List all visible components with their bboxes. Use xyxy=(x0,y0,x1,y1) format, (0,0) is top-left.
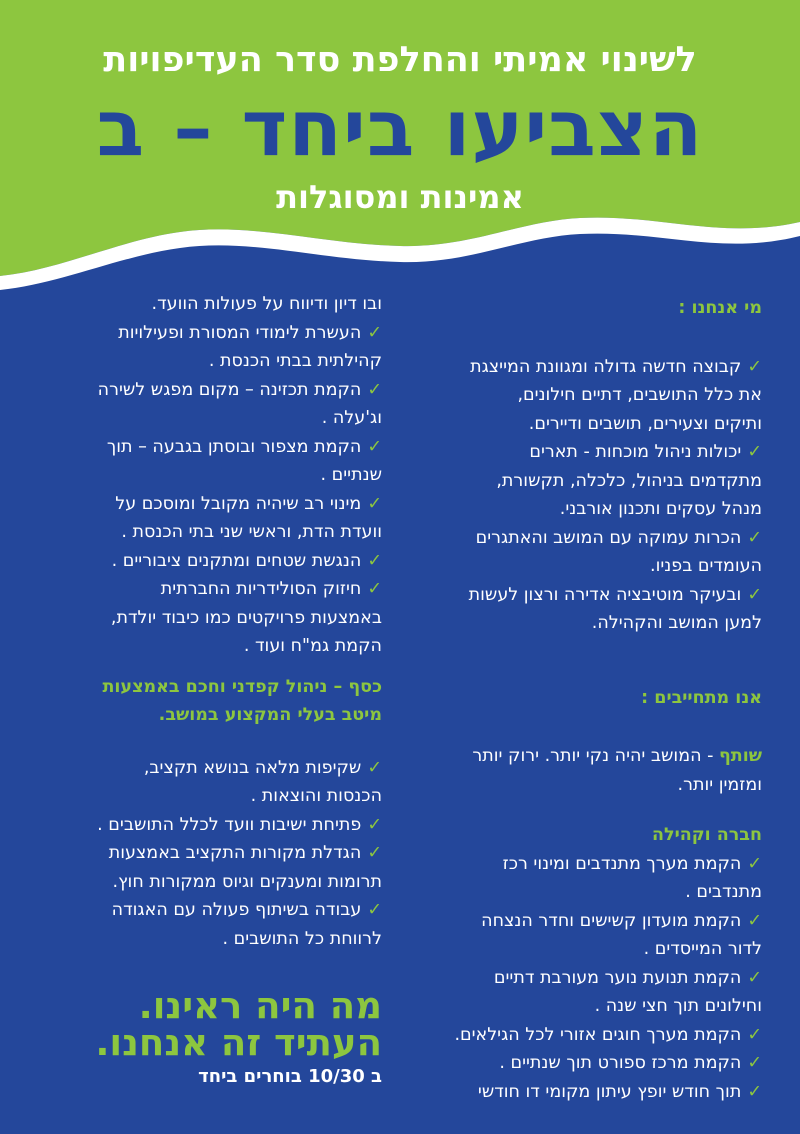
check-icon: ✓ xyxy=(367,843,382,863)
list-item-line xyxy=(32,461,382,490)
list-item-line xyxy=(32,632,382,661)
money-heading: כסף – ניהול קפדני וחכם באמצעות xyxy=(102,676,382,697)
list-item-text: וחילונים תוך חצי שנה . xyxy=(594,996,762,1016)
list-item-text: ובעיקר מוטיבציה אדירה ורצון לעשות xyxy=(468,584,742,605)
list-item xyxy=(32,547,382,576)
list-item xyxy=(422,524,762,581)
list-item-text: קהילתית בבתי הכנסת . xyxy=(208,351,382,371)
list-item-text: הקמת מערך חוגים אזורי לכל הגילאים. xyxy=(454,1024,742,1045)
list-item-line xyxy=(422,381,762,410)
list-item-text: מתקדמים בניהול, כלכלה, תקשורת, xyxy=(496,470,762,491)
money-list xyxy=(32,754,382,954)
check-icon: ✓ xyxy=(747,853,762,874)
check-icon: ✓ xyxy=(367,379,382,400)
list-item-text: מינוי רב שיהיה מקובל ומוסכם על xyxy=(115,493,362,514)
who-heading: מי אנחנו : xyxy=(678,298,762,318)
list-item-text: הקמת תנועת נוער מעורבת דתיים xyxy=(493,967,742,988)
list-item xyxy=(422,964,762,1021)
intro-line: ובו דיון ודיווח על פעולות הוועד. xyxy=(151,294,382,314)
list-item-text: לדור המייסדים . xyxy=(643,939,762,959)
list-item-line xyxy=(32,811,382,840)
list-item-line xyxy=(32,896,382,925)
list-item-line xyxy=(422,992,762,1021)
list-item-text: קבוצה חדשה גדולה ומגוונת המייצגת xyxy=(470,356,742,377)
list-item xyxy=(422,850,762,907)
list-item-line xyxy=(422,907,762,936)
list-item-text: הקמת תכזינה – מקום מפגש לשירה xyxy=(97,379,362,400)
list-item-line xyxy=(422,581,762,610)
list-item xyxy=(32,754,382,811)
subtitle: אמינות ומסוגלות xyxy=(276,178,524,216)
list-item-line xyxy=(32,868,382,897)
who-list xyxy=(422,353,762,638)
check-icon: ✓ xyxy=(747,1081,762,1102)
partner-line-2: ומזמין יותר. xyxy=(677,774,762,795)
list-item-text: שקיפות מלאה בנושא תקציב, xyxy=(143,757,362,778)
list-item-line xyxy=(422,495,762,524)
header-banner xyxy=(0,0,800,290)
list-item-text: עבודה בשיתוף פעולה עם האגודה xyxy=(111,900,362,920)
list-item-line xyxy=(32,754,382,783)
list-item-text: העשרת לימודי המסורת ופעילויות xyxy=(118,322,362,343)
list-item xyxy=(32,896,382,953)
list-item-text: את כלל התושבים, דתיים חילונים, xyxy=(517,385,762,405)
check-icon: ✓ xyxy=(367,322,382,343)
check-icon: ✓ xyxy=(747,356,762,377)
check-icon: ✓ xyxy=(747,1053,762,1073)
money-heading-2: מיטב בעלי המקצוע במושב. xyxy=(158,705,382,725)
list-item-text: ותיקים וצעירים, תושבים ודיירים. xyxy=(528,413,762,434)
list-item-line xyxy=(32,518,382,547)
slogan-line-1: מה היה ראינו. xyxy=(138,984,382,1027)
society-list xyxy=(422,850,762,1107)
list-item-text: למען המושב והקהילה. xyxy=(591,613,762,633)
list-item-line xyxy=(422,410,762,439)
list-item xyxy=(32,811,382,840)
society-heading: חברה וקהילה xyxy=(651,825,762,845)
list-item-line xyxy=(422,353,762,382)
list-item-line xyxy=(422,1078,762,1107)
list-item-line xyxy=(32,490,382,519)
list-item-line xyxy=(422,964,762,993)
list-item-line xyxy=(422,850,762,879)
list-item-line xyxy=(422,467,762,496)
list-item-line xyxy=(32,925,382,954)
list-item-text: פתיחת ישיבות וועד לכלל התושבים . xyxy=(97,814,362,835)
check-icon: ✓ xyxy=(747,1024,762,1045)
list-item-text: באמצעות פרויקטים כמו כיבוד יולדת, xyxy=(110,607,382,628)
list-item-line xyxy=(422,438,762,467)
list-item-line xyxy=(32,433,382,462)
right-column xyxy=(422,290,762,1106)
check-icon: ✓ xyxy=(747,442,762,462)
list-item-line xyxy=(422,552,762,581)
list-item-text: הקמת מצפור ובוסתן בגבעה – תוך xyxy=(106,436,362,457)
list-item-line xyxy=(32,547,382,576)
list-item xyxy=(32,376,382,433)
list-item-line xyxy=(422,935,762,964)
tagline: לשינוי אמיתי והחלפת סדר העדיפויות xyxy=(103,40,697,80)
list-item xyxy=(32,319,382,376)
list-item-text: וועדת הדת, וראשי שני בתי הכנסת . xyxy=(121,522,382,542)
list-item xyxy=(422,1021,762,1050)
list-item-text: תוך חודש יופץ עיתון מקומי דו חודשי xyxy=(477,1081,742,1102)
list-item-line xyxy=(32,575,382,604)
list-item-text: הקמת מועדון קשישים וחדר הנצחה xyxy=(481,910,742,931)
check-icon: ✓ xyxy=(367,757,382,778)
list-item xyxy=(32,839,382,896)
list-item-text: וג'עלה . xyxy=(321,408,382,428)
check-icon: ✓ xyxy=(367,550,382,571)
list-item-text: הגדלת מקורות התקציב באמצעות xyxy=(108,843,362,863)
list-item-text: לרווחת כל התושבים . xyxy=(222,928,382,949)
list-item xyxy=(422,907,762,964)
check-icon: ✓ xyxy=(747,527,762,548)
list-item xyxy=(32,433,382,490)
check-icon: ✓ xyxy=(367,436,382,457)
left-column xyxy=(32,290,382,1092)
list-item-text: מנהל עסקים ותכנון אורבני. xyxy=(559,499,762,519)
list-item xyxy=(422,581,762,638)
check-icon: ✓ xyxy=(367,900,382,920)
list-item-line xyxy=(422,524,762,553)
list-item-line xyxy=(32,782,382,811)
check-icon: ✓ xyxy=(367,814,382,835)
list-item-line xyxy=(422,878,762,907)
list-item-line xyxy=(422,1021,762,1050)
list-item xyxy=(422,1078,762,1107)
list-item-line xyxy=(32,347,382,376)
list-item-text: הכנסות והוצאות . xyxy=(250,786,382,806)
list-item-text: מתנדבים . xyxy=(685,882,762,902)
partner-label: שותף xyxy=(718,746,762,766)
list-item-text: הכרות עמוקה עם המושב והאתגרים xyxy=(475,527,742,548)
list-item-text: הקמת מרכז ספורט תוך שנתיים . xyxy=(499,1053,742,1073)
check-icon: ✓ xyxy=(747,967,762,988)
list-item-text: יכולות ניהול מוכחות - תארים xyxy=(529,442,742,462)
list-item-text: הנגשת שטחים ומתקנים ציבוריים . xyxy=(111,550,362,571)
list-item-line xyxy=(422,609,762,638)
list-item-line xyxy=(32,839,382,868)
list-item-text: תרומות ומענקים וגיוס ממקורות חוץ. xyxy=(112,871,382,892)
slogan-line-2: העתיד זה אנחנו. xyxy=(95,1021,382,1064)
list-item-line xyxy=(32,319,382,348)
commit-heading: אנו מתחייבים : xyxy=(641,687,762,708)
list-item xyxy=(32,490,382,547)
list-item-text: הקמת מערך מתנדבים ומינוי רכז xyxy=(502,853,742,874)
main-title: הצביעו ביחד – ב xyxy=(96,84,704,174)
check-icon: ✓ xyxy=(747,584,762,605)
list-item-text: שנתיים . xyxy=(320,465,382,485)
list-item-line xyxy=(32,404,382,433)
list-item xyxy=(32,575,382,661)
list-item-line xyxy=(422,1049,762,1078)
check-icon: ✓ xyxy=(367,579,382,599)
list-item xyxy=(422,438,762,524)
list-item-text: הקמת גמ"ח ועוד . xyxy=(243,636,382,656)
list-item-text: העומדים בפניו. xyxy=(650,556,762,576)
vote-line: ב 10/30 בוחרים ביחד xyxy=(198,1066,382,1087)
left-list xyxy=(32,319,382,661)
list-item-text: חיזוק הסולידריות החברתית xyxy=(160,579,362,599)
list-item-line xyxy=(32,376,382,405)
list-item xyxy=(422,1049,762,1078)
list-item-line xyxy=(32,604,382,633)
check-icon: ✓ xyxy=(747,910,762,931)
list-item xyxy=(422,353,762,439)
check-icon: ✓ xyxy=(367,493,382,514)
partner-text: - המושב יהיה נקי יותר. ירוק יותר xyxy=(472,746,719,766)
partner-line xyxy=(422,742,762,771)
